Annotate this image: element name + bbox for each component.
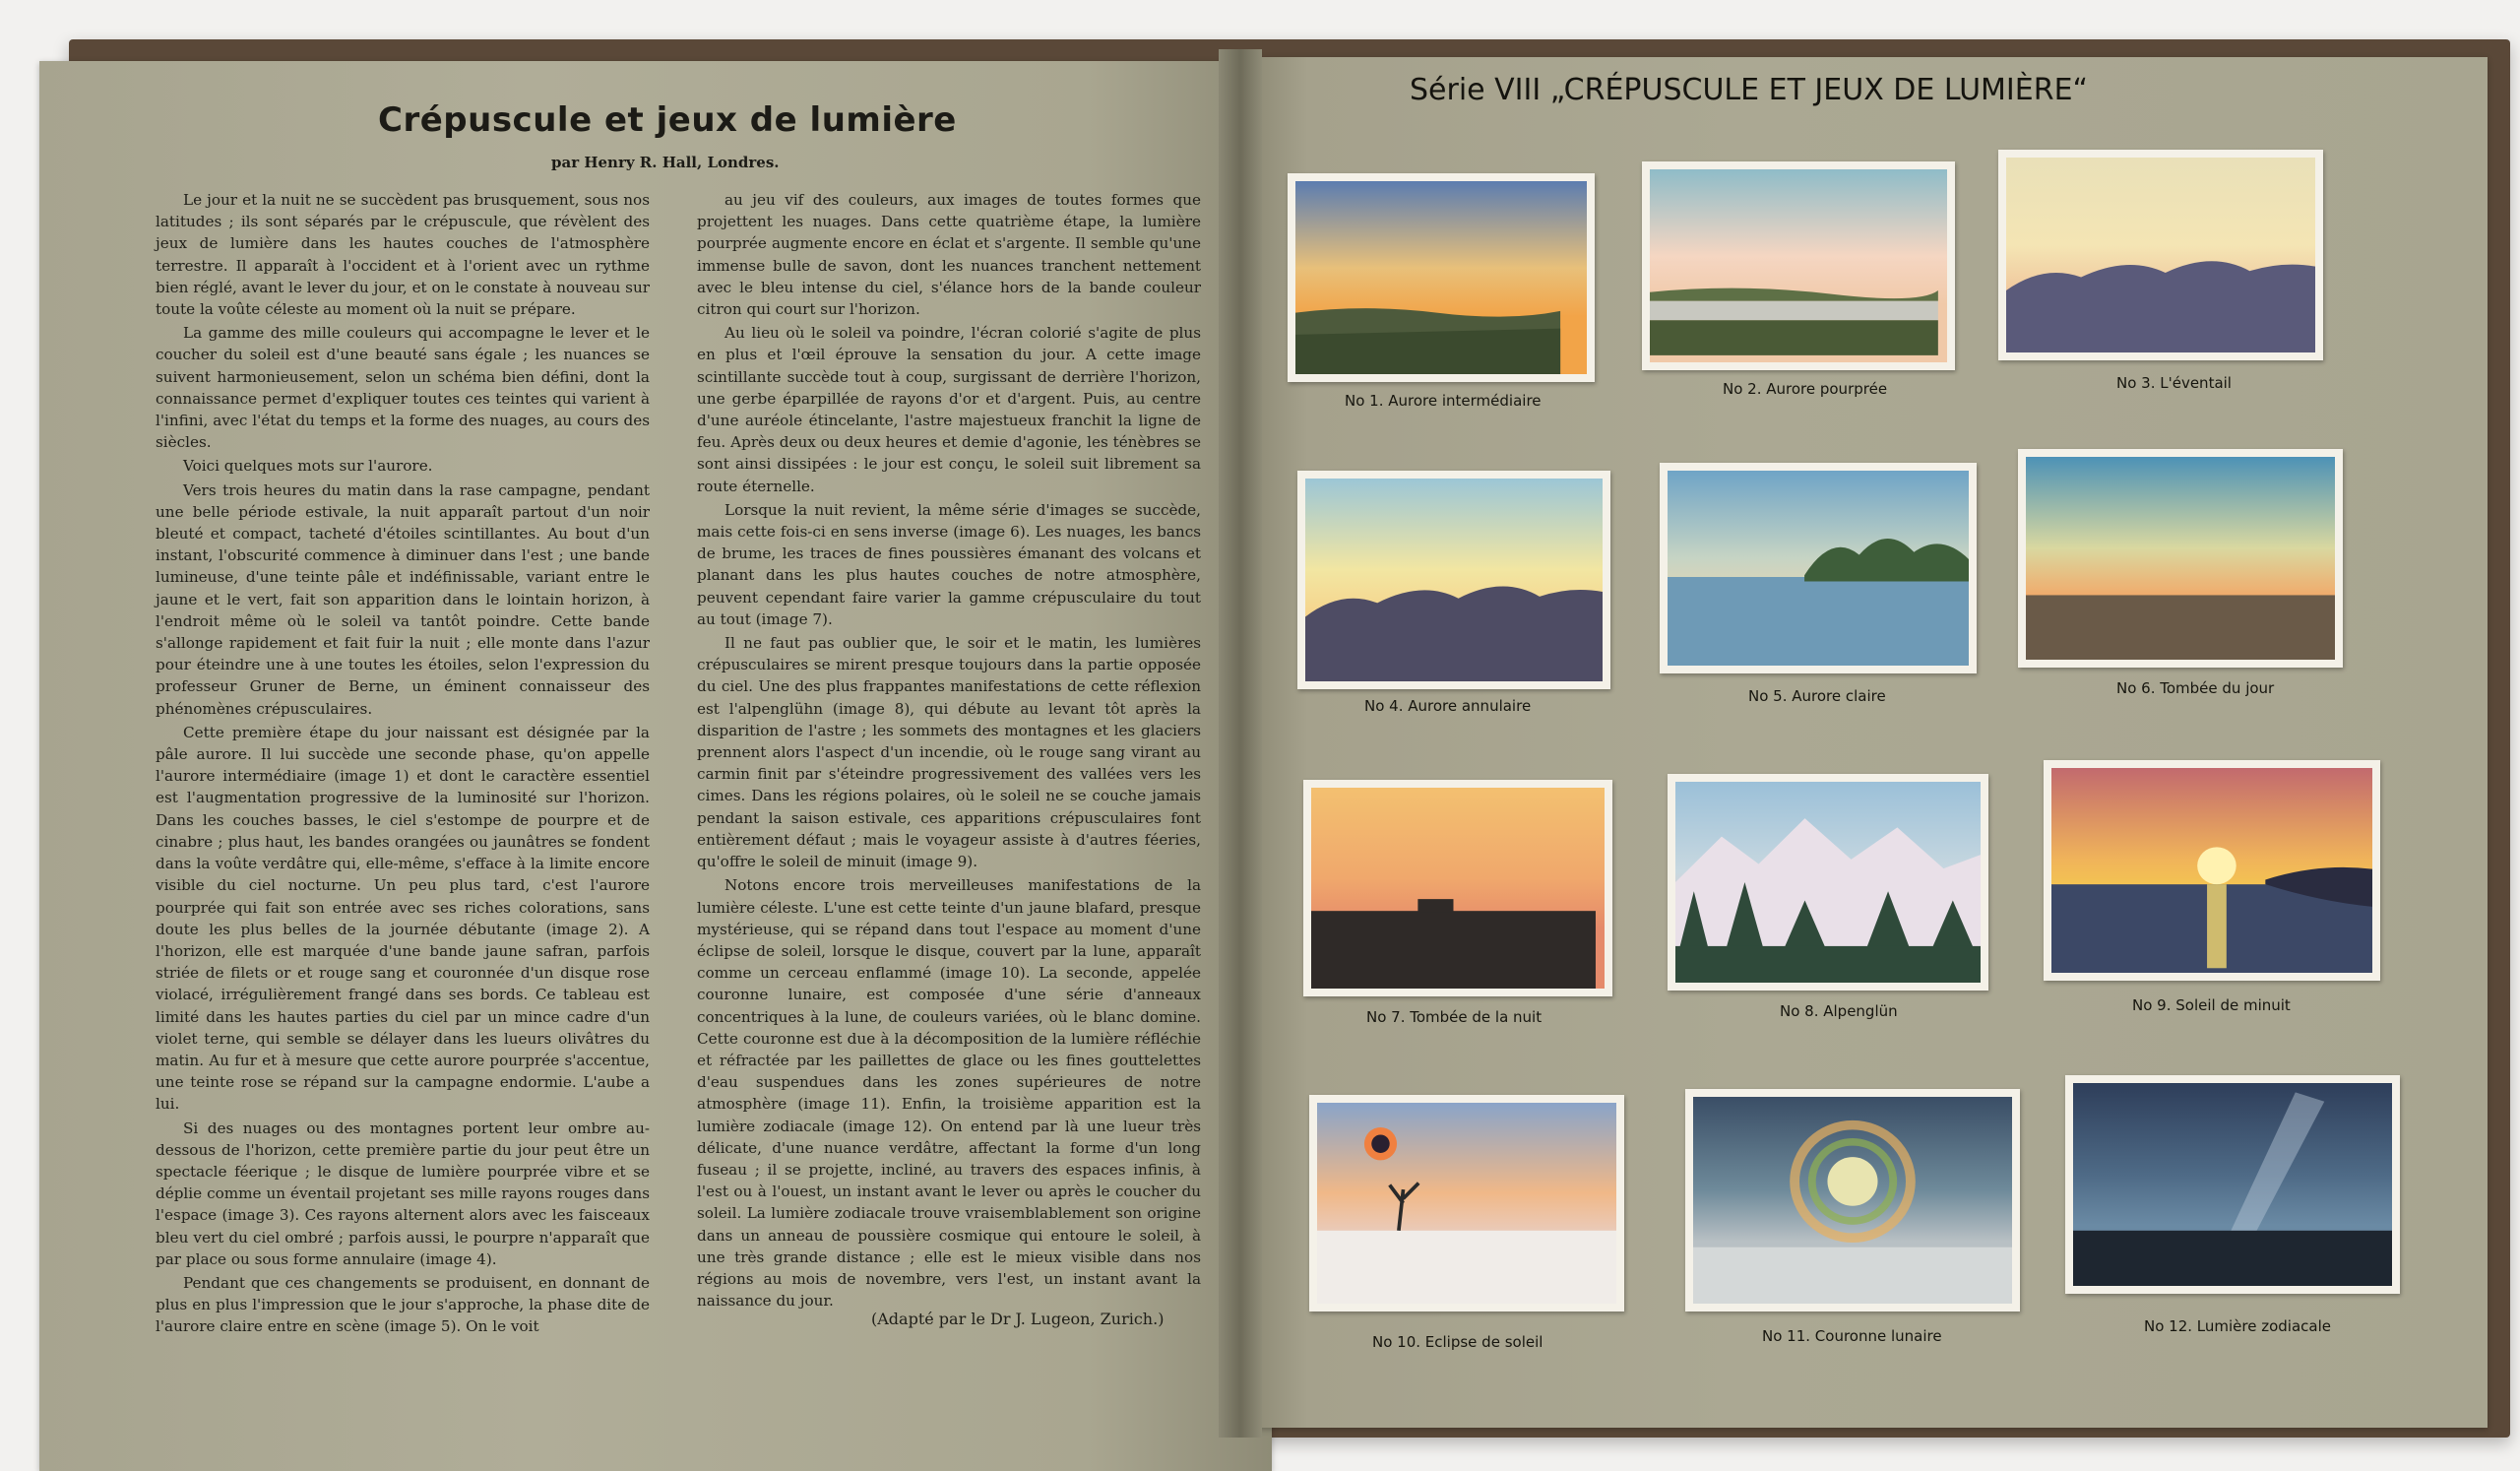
card-caption: No 6. Tombée du jour (2116, 679, 2275, 697)
card-caption: No 11. Couronne lunaire (1762, 1327, 1942, 1345)
card-illustration (1305, 479, 1603, 681)
trading-card (1297, 471, 1610, 689)
article-byline: par Henry R. Hall, Londres. (551, 154, 780, 171)
book-gutter (1219, 49, 1262, 1438)
paragraph: Notons encore trois merveilleuses manifestations de la lumière céleste. L'une est cette teinte d'un jaune blafard, presque mystérieuse, qui se répand dans tout l'espace au moment d'une éclipse de soleil, lorsque le disque, couvert par la lune, apparaît comme un cerceau enflammé (image 10). La seconde, appelée couronne lunaire, est composée d'une série d'anneaux concentriques à la lune, de couleurs variées, où le blanc domine. Cette couronne est due à la décomposition de la lumière réfléchie et réfractée par les paillettes de glace ou les fines gouttelettes d'eau suspendues dans les zones supérieures de notre atmosphère (image 11). Enfin, la troisième apparition est la lumière zodiacale (image 12). On entend par là une lueur très délicate, d'une nuance verdâtre, affectant la forme d'un long fuseau ; il se projette, incliné, au travers des espaces infinis, à l'est ou à l'ouest, un instant avant le lever ou après le coucher du soleil. La lumière zodiacale trouve vraisemblablement son origine dans un anneau de poussière cosmique qui entoure le soleil, à une très grande distance ; elle est le mieux visible dans nos régions au mois de novembre, vers l'est, un instant avant la naissance du jour. (697, 876, 1201, 1311)
paragraph: Pendant que ces changements se produisent, en donnant de plus en plus l'impression que le jour s'approche, la phase dite de l'aurore claire entre en scène (image 5). On le voit (156, 1273, 650, 1336)
card-caption: No 1. Aurore intermédiaire (1345, 392, 1542, 410)
series-title: Série VIII „CRÉPUSCULE ET JEUX DE LUMIÈRE“ (1410, 73, 2089, 107)
card-illustration (2073, 1083, 2392, 1286)
paragraph: Lorsque la nuit revient, la même série d'images se succède, mais cette fois-ci en sens inverse (image 6). Les nuages, les bancs de brume, les traces de fines poussières émanant des volcans et planant dans les plus hautes couches de notre atmosphère, peuvent cependant faire varier la gamme crépusculaire du tout au tout (image 7). (697, 500, 1201, 628)
trading-card (2044, 760, 2380, 981)
card-illustration (1668, 471, 1969, 666)
trading-card (1685, 1089, 2020, 1311)
paragraph: Le jour et la nuit ne se succèdent pas brusquement, sous nos latitudes ; ils sont séparés par le crépuscule, que révèlent des jeux de lumière dans les hautes couches de l'atmosphère terrestre. Il apparaît à l'occident et à l'orient avec un rythme bien réglé, avant le lever du jour, et on le constate à nouveau sur toute la voûte céleste au moment où la nuit se prépare. (156, 191, 650, 319)
card-illustration (1295, 181, 1587, 374)
card-illustration (1317, 1103, 1616, 1304)
trading-card (2065, 1075, 2400, 1294)
card-caption: No 2. Aurore pourprée (1723, 380, 1888, 398)
card-illustration (1650, 169, 1947, 362)
card-illustration (1675, 782, 1981, 983)
article-column-left (156, 189, 650, 1340)
card-caption: No 9. Soleil de minuit (2132, 996, 2291, 1014)
paragraph: Voici quelques mots sur l'aurore. (183, 457, 433, 476)
card-caption: No 10. Eclipse de soleil (1372, 1333, 1544, 1351)
article-column-right (697, 189, 1201, 1313)
card-caption: No 5. Aurore claire (1748, 687, 1886, 705)
paragraph: Vers trois heures du matin dans la rase campagne, pendant une belle période estivale, la nuit apparaît partout d'un noir bleuté et compact, tacheté d'étoiles scintillantes. Au bout d'un instant, l'obscurité commence à diminuer dans l'est ; une bande lumineuse, d'une teinte pâle et indéfinissable, variant entre le jaune et le vert, fait son apparition dans le lointain horizon, à l'endroit même où le soleil va tantôt poindre. Cette bande s'allonge rapidement et fait fuir la nuit ; elle monte dans l'azur pour éteindre une à une toutes les étoiles, selon l'expression du professeur Gruner de Berne, un éminent connaisseur des phénomènes crépusculaires. (156, 480, 650, 718)
card-caption: No 4. Aurore annulaire (1364, 697, 1532, 715)
card-illustration (2051, 768, 2372, 973)
trading-card (1668, 774, 1988, 991)
article-credit: (Adapté par le Dr J. Lugeon, Zurich.) (871, 1310, 1165, 1328)
card-illustration (2006, 158, 2315, 352)
trading-card (1642, 161, 1955, 370)
paragraph: au jeu vif des couleurs, aux images de toutes formes que projettent les nuages. Dans cette quatrième étape, la lumière pourprée augmente encore en éclat et s'argente. Il semble qu'une immense bulle de savon, dont les nuances tranchent nettement avec le bleu intense du ciel, s'élance hors de la bande couleur citron qui court sur l'horizon. (697, 191, 1201, 319)
trading-card (1288, 173, 1595, 382)
paragraph: Il ne faut pas oublier que, le soir et le matin, les lumières crépusculaires se mirent presque toujours dans la partie opposée du ciel. Une des plus frappantes manifestations de cette réflexion est l'alpenglühn (image 8), qui débute au levant tôt après la disparition de l'astre ; les sommets des montagnes et les glaciers prennent alors l'aspect d'un incendie, où le rouge sang virant au carmin finit par s'éteindre progressivement des vallées vers les cimes. Dans les régions polaires, où le soleil ne se couche jamais pendant la saison estivale, ces apparitions crépusculaires font entièrement défaut ; mais le voyageur assiste à d'autres féeries, qu'offre le soleil de minuit (image 9). (697, 634, 1201, 871)
card-caption: No 3. L'éventail (2116, 374, 2232, 392)
trading-card (1998, 150, 2323, 360)
card-caption: No 12. Lumière zodiacale (2144, 1317, 2331, 1335)
card-caption: No 7. Tombée de la nuit (1366, 1008, 1543, 1026)
trading-card (1660, 463, 1977, 673)
card-caption: No 8. Alpenglün (1780, 1002, 1898, 1020)
card-illustration (1693, 1097, 2012, 1304)
paragraph: La gamme des mille couleurs qui accompagne le lever et le coucher du soleil est d'une beauté sans égale ; les nuances se suivent harmonieusement, selon un schéma bien défini, dont la connaissance permet d'expliquer toutes ces teintes qui varient à l'infini, avec l'état du temps et la forme des nuages, au cours des siècles. (156, 324, 650, 452)
card-illustration (2026, 457, 2335, 660)
card-illustration (1311, 788, 1605, 989)
trading-card (2018, 449, 2343, 668)
trading-card (1303, 780, 1612, 996)
trading-card (1309, 1095, 1624, 1311)
paragraph: Si des nuages ou des montagnes portent leur ombre au-dessous de l'horizon, cette première partie du jour peut être un spectacle féerique ; le disque de lumière pourprée vibre et se déplie comme un éventail projetant ses mille rayons rouges dans l'espace (image 3). Ces rayons alternent alors avec les faisceaux bleu vert du ciel ombré ; parfois aussi, le pourpre n'apparaît que par place ou sous forme annulaire (image 4). (156, 1119, 650, 1268)
article-title: Crépuscule et jeux de lumière (378, 100, 957, 140)
paragraph: Cette première étape du jour naissant est désignée par la pâle aurore. Il lui succède une seconde phase, qu'on appelle l'aurore intermédiaire (image 1) et dont le caractère essentiel est l'augmentation progressive de la luminosité sur l'horizon. Dans les couches basses, le ciel s'estompe de pourpre et de cinabre ; plus haut, les bandes orangées ou jaunâtres se fondent dans la voûte verdâtre qui, elle-même, s'efface à la limite encore visible du ciel nocturne. Un peu plus tard, c'est l'aurore pourprée qui fait son entrée avec ses riches colorations, sans doute les plus belles de la journée débutante (image 2). A l'horizon, elle est marquée d'une bande jaune safran, parfois striée de filets or et rouge sang et couronnée d'un disque rose violacé, irrégulièrement frangé dans ses bords. Ce tableau est limité dans les hautes parties du ciel par un mince cadre d'un violet terne, qui semble se délayer dans les lueurs olivâtres du matin. Au fur et à mesure que cette aurore pourprée s'accentue, une teinte rose se répand sur la campagne endormie. L'aube a lui. (156, 723, 650, 1114)
paragraph: Au lieu où le soleil va poindre, l'écran colorié s'agite de plus en plus et l'œil éprouve la sensation du jour. A cette image scintillante succède tout à coup, surgissant de derrière l'horizon, une gerbe éparpillée de rayons d'or et d'argent. Puis, au centre d'une auréole étincelante, l'astre majestueux franchit la ligne de feu. Après deux ou deux heures et demie d'agonie, les ténèbres se sont ainsi dissipées : le jour est conçu, le soleil suit librement sa route éternelle. (697, 324, 1201, 495)
